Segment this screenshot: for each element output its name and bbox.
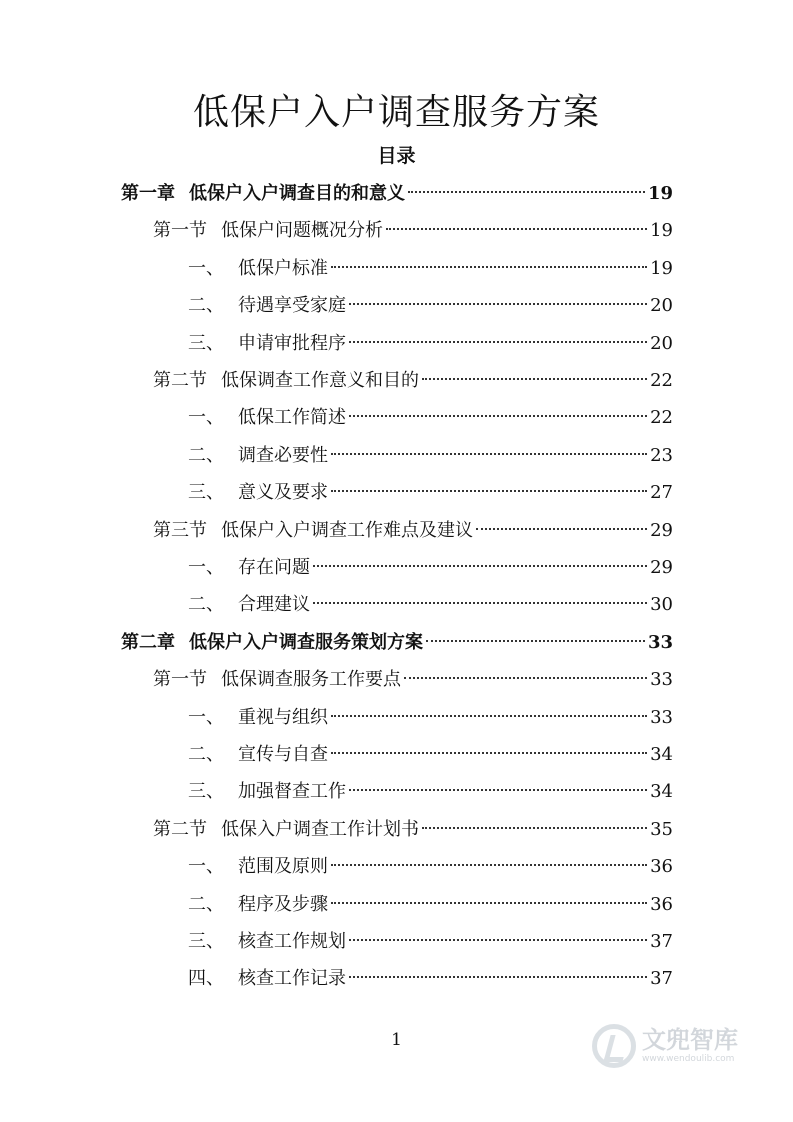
toc-entry-title: 低保调查服务工作要点 (221, 669, 401, 691)
toc-entry[interactable] (188, 250, 673, 287)
toc-entry-title: 宣传与自查 (238, 744, 328, 765)
watermark-text (642, 1027, 738, 1065)
toc-entry-page: 33 (650, 706, 673, 728)
toc-entry[interactable] (188, 549, 673, 586)
toc-entry-number: 第一节 (153, 669, 207, 691)
toc-entry[interactable] (188, 699, 673, 736)
toc-entry-title: 程序及步骤 (238, 893, 328, 915)
toc-entry-number: 第二节 (153, 818, 207, 840)
toc-entry-number: 三、 (188, 482, 224, 504)
toc-dot-leader (408, 191, 645, 193)
toc-entry[interactable] (153, 212, 673, 249)
toc-entry-number: 一、 (188, 706, 224, 728)
toc-dot-leader (331, 715, 647, 717)
toc-entry-number: 二、 (188, 893, 224, 915)
toc-entry-title: 低保入户调查工作计划书 (221, 818, 419, 840)
toc-dot-leader (313, 565, 647, 567)
toc-entry-title: 意义及要求 (238, 482, 328, 504)
toc-entry-page: 33 (650, 669, 673, 691)
toc-dot-leader (349, 939, 647, 941)
toc-entry[interactable] (121, 175, 673, 212)
toc-entry-page: 29 (650, 519, 673, 541)
toc-entry[interactable] (188, 773, 673, 810)
toc-entry-title: 范围及原则 (238, 856, 328, 878)
watermark-name: 文兜智库 (642, 1026, 738, 1054)
watermark-url: www.wendoulib.com (642, 1054, 735, 1064)
toc-dot-leader (349, 341, 647, 343)
toc-dot-leader (331, 266, 647, 268)
toc-entry-page: 19 (647, 183, 673, 204)
page-number: 1 (391, 1030, 402, 1050)
toc-entry-page: 37 (650, 931, 673, 952)
toc-entry-title: 低保户标准 (238, 257, 328, 279)
toc-dot-leader (476, 528, 647, 530)
toc-entry-title: 重视与组织 (238, 706, 328, 728)
toc-entry[interactable] (188, 886, 673, 923)
toc-entry-number: 第二章 (121, 631, 175, 653)
toc-entry[interactable] (188, 399, 673, 436)
toc-entry-page: 37 (650, 968, 673, 990)
toc-entry-title: 申请审批程序 (238, 332, 346, 354)
toc-entry-number: 一、 (188, 557, 224, 578)
wendou-logo-icon (592, 1024, 636, 1068)
toc-entry-title: 加强督查工作 (238, 781, 346, 803)
toc-entry-number: 二、 (188, 444, 224, 466)
toc-entry-page: 20 (650, 332, 673, 354)
toc-entry[interactable] (153, 362, 673, 399)
toc-dot-leader (331, 902, 647, 904)
toc-dot-leader (313, 602, 647, 604)
toc-entry-page: 36 (650, 893, 673, 915)
toc-entry-title: 低保户入户调查服务策划方案 (189, 631, 423, 653)
toc-dot-leader (349, 303, 647, 305)
toc-entry-number: 二、 (188, 744, 224, 765)
toc-entry-number: 四、 (188, 968, 224, 990)
toc-entry-page: 33 (647, 631, 673, 653)
toc-entry-number: 三、 (188, 332, 224, 354)
toc-entry-page: 34 (650, 781, 673, 803)
toc-entry[interactable] (188, 474, 673, 511)
toc-entry-number: 第三节 (153, 519, 207, 541)
toc-entry[interactable] (188, 586, 673, 623)
toc-dot-leader (331, 752, 647, 754)
toc-entry-title: 核查工作规划 (238, 931, 346, 952)
toc-entry-page: 23 (650, 444, 673, 466)
toc-entry-title: 低保户入户调查目的和意义 (189, 183, 405, 204)
toc-dot-leader (404, 677, 647, 679)
toc-entry-number: 三、 (188, 781, 224, 803)
toc-entry-title: 核查工作记录 (238, 968, 346, 990)
document-title: 低保户入户调查服务方案 (192, 92, 600, 133)
toc-entry-title: 低保调查工作意义和目的 (221, 370, 419, 391)
toc-entry-title: 存在问题 (238, 557, 310, 578)
toc-entry[interactable] (188, 437, 673, 474)
toc-entry[interactable] (188, 736, 673, 773)
toc-dot-leader (331, 490, 647, 492)
toc-dot-leader (331, 453, 647, 455)
toc-entry-title: 低保户入户调查工作难点及建议 (221, 519, 473, 541)
toc-entry-number: 二、 (188, 594, 224, 616)
toc-entry-title: 低保工作简述 (238, 407, 346, 429)
toc-entry-page: 36 (650, 856, 673, 878)
toc-entry[interactable] (188, 287, 673, 324)
toc-dot-leader (422, 378, 647, 380)
toc-dot-leader (331, 864, 647, 866)
toc-entry-number: 二、 (188, 295, 224, 317)
toc-entry[interactable] (188, 960, 673, 997)
toc-entry-number: 一、 (188, 257, 224, 279)
toc-dot-leader (422, 827, 647, 829)
toc-entry-page: 27 (650, 482, 673, 504)
toc-entry-number: 三、 (188, 931, 224, 952)
toc-dot-leader (349, 976, 647, 978)
watermark (592, 1018, 782, 1074)
toc-entry-number: 一、 (188, 407, 224, 429)
toc-entry-page: 34 (650, 744, 673, 765)
toc-entry-title: 低保户问题概况分析 (221, 220, 383, 242)
toc-entry-page: 22 (650, 370, 673, 391)
toc-entry[interactable] (188, 325, 673, 362)
toc-dot-leader (386, 228, 647, 230)
toc-entry[interactable] (121, 624, 673, 661)
toc-entry-title: 待遇享受家庭 (238, 295, 346, 317)
toc-dot-leader (349, 415, 647, 417)
toc-entry-page: 35 (650, 818, 673, 840)
toc-entry-page: 22 (650, 407, 673, 429)
toc-entry-page: 20 (650, 295, 673, 317)
toc-entry-number: 第一章 (121, 183, 175, 204)
toc-entry-page: 29 (650, 557, 673, 578)
toc-entry-page: 30 (650, 594, 673, 616)
toc-entry[interactable] (153, 811, 673, 848)
toc-entry-number: 一、 (188, 856, 224, 878)
toc-entry[interactable] (188, 848, 673, 885)
toc-entry-page: 19 (650, 257, 673, 279)
toc-entry-page: 19 (650, 220, 673, 242)
toc-entry[interactable] (153, 512, 673, 549)
toc-dot-leader (349, 789, 647, 791)
toc-entry[interactable] (153, 661, 673, 698)
toc-heading: 目录 (377, 145, 416, 167)
toc-entry-title: 合理建议 (238, 594, 310, 616)
toc-entry-number: 第二节 (153, 370, 207, 391)
toc-entry[interactable] (188, 923, 673, 960)
toc-entry-title: 调查必要性 (238, 444, 328, 466)
toc-entry-number: 第一节 (153, 220, 207, 242)
toc-dot-leader (426, 640, 645, 642)
